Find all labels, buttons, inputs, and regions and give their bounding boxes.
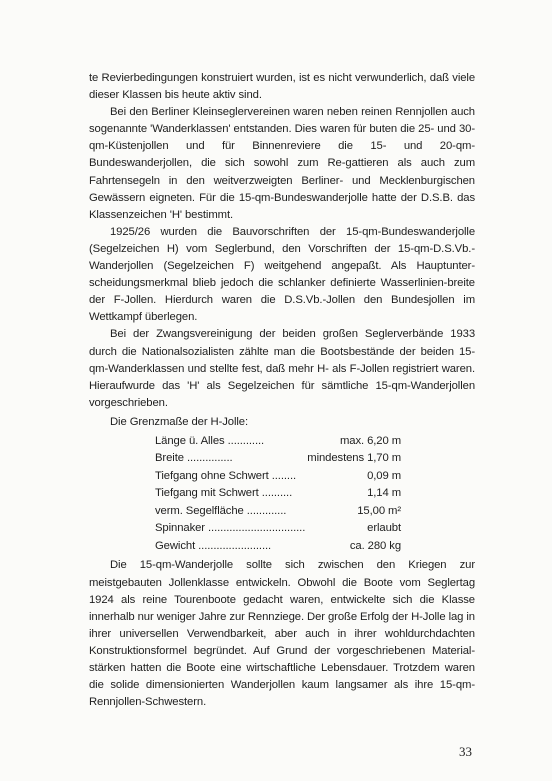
- dimension-value: 1,14 m: [367, 487, 402, 500]
- dimensions-intro: Die Grenzmaße der H-Jolle:: [110, 415, 249, 428]
- paragraph-wanderklassen: Bei den Berliner Kleinseglervereinen waren neben reinen Rennjollen auch sogenannte 'Wanderklassen' entstanden. Dies waren für buten die 25- und 30-qm-Küstenjollen und für Binnenreviere die 15- und 20-qm-Bundeswanderjollen, die sich sowohl zum Re-gattieren als auch zum Fahrtensegeln in den weitverzweigten Berliner- und Mecklenburgischen Gewässern eigneten. Für die 15-qm-Bundeswanderjolle hatte der D.S.B. das Klassenzeichen 'H' bestimmt.: [89, 106, 475, 221]
- dimensions-table: [155, 433, 401, 556]
- dimension-leader-dots: ............: [224, 434, 265, 447]
- dimension-label: Tiefgang mit Schwert: [155, 487, 259, 500]
- dimension-value: max. 6,20 m: [339, 434, 402, 447]
- page-number: 33: [459, 744, 472, 759]
- dimension-value: ca. 280 kg: [349, 539, 402, 552]
- dimension-row: [155, 450, 401, 468]
- dimension-value: mindestens 1,70 m: [307, 452, 402, 465]
- dimension-label: Länge ü. Alles: [155, 434, 225, 447]
- dimension-row: [155, 538, 401, 556]
- dimension-row: [155, 468, 401, 486]
- paragraph-closing: Die 15-qm-Wanderjolle sollte sich zwischen den Kriegen zur meistgebauten Jollenklasse entwickeln. Obwohl die Boote vom Seglertag 1924 als reine Tourenboote gedacht waren, entwickelte sich die Klasse innerhalb nur weniger Jahre zur Rennziege. Der große Erfolg der H-Jolle lag in ihrer universellen Verwendbarkeit, aber auch in ihrer wohldurchdachten Konstruktionsformel begründet. Auf Grund der vorgeschriebenen Material-stärken hatten die Boote eine wirtschaftliche Lebensdauer. Trotzdem waren die solide dimensionierten Wanderjollen kaum langsamer als ihre 15-qm-Rennjollen-Schwestern.: [89, 559, 475, 709]
- dimension-leader-dots: .............: [243, 504, 287, 517]
- dimension-leader-dots: ................................: [204, 522, 306, 535]
- dimension-row: [155, 433, 401, 451]
- paragraph-bauvorschriften: 1925/26 wurden die Bauvorschriften der 15-qm-Bundeswanderjolle (Segelzeichen H) vom Seglerbund, den Vorschriften der 15-qm-D.S.Vb.-Wanderjollen (Segelzeichen F) weitgehend angepaßt. Als Hauptunter-scheidungsmerkmal blieb jedoch die schlanker definierte Wasserlinien-breite der F-Jollen. Hierdurch waren die D.S.Vb.-Jollen den Bundesjollen im Wettkampf überlegen.: [89, 225, 475, 324]
- dimension-label: Gewicht: [155, 539, 196, 552]
- dimension-leader-dots: ...............: [183, 452, 233, 465]
- dimension-leader-dots: ..........: [258, 487, 293, 500]
- dimension-value: 15,00 m²: [357, 504, 402, 517]
- paragraph-continuation: te Revierbedingungen konstruiert wurden, ist es nicht verwunderlich, daß viele dieser Klassen bis heute aktiv sind.: [89, 72, 475, 102]
- paragraph-zwangsvereinigung: Bei der Zwangsvereinigung der beiden großen Seglerverbände 1933 durch die Nationalsozialisten zählte man die Bootsbestände der beiden 15-qm-Wanderklassen und stellte fest, daß mehr H- als F-Jollen registriert waren. Hieraufwurde das 'H' als Segelzeichen für sämtliche 15-qm-Wanderjollen vorgeschrieben.: [89, 328, 475, 409]
- dimension-leader-dots: ........................: [195, 539, 272, 552]
- body-text: [89, 70, 475, 711]
- dimension-label: Spinnaker: [155, 522, 205, 535]
- dimension-value: erlaubt: [367, 522, 402, 535]
- dimension-leader-dots: ........: [268, 469, 297, 482]
- dimension-label: Breite: [155, 452, 184, 465]
- dimension-row: [155, 485, 401, 503]
- dimension-row: [155, 520, 401, 538]
- dimension-value: 0,09 m: [367, 469, 402, 482]
- dimension-label: Tiefgang ohne Schwert: [155, 469, 269, 482]
- dimension-row: [155, 503, 401, 521]
- dimension-label: verm. Segelfläche: [155, 504, 244, 517]
